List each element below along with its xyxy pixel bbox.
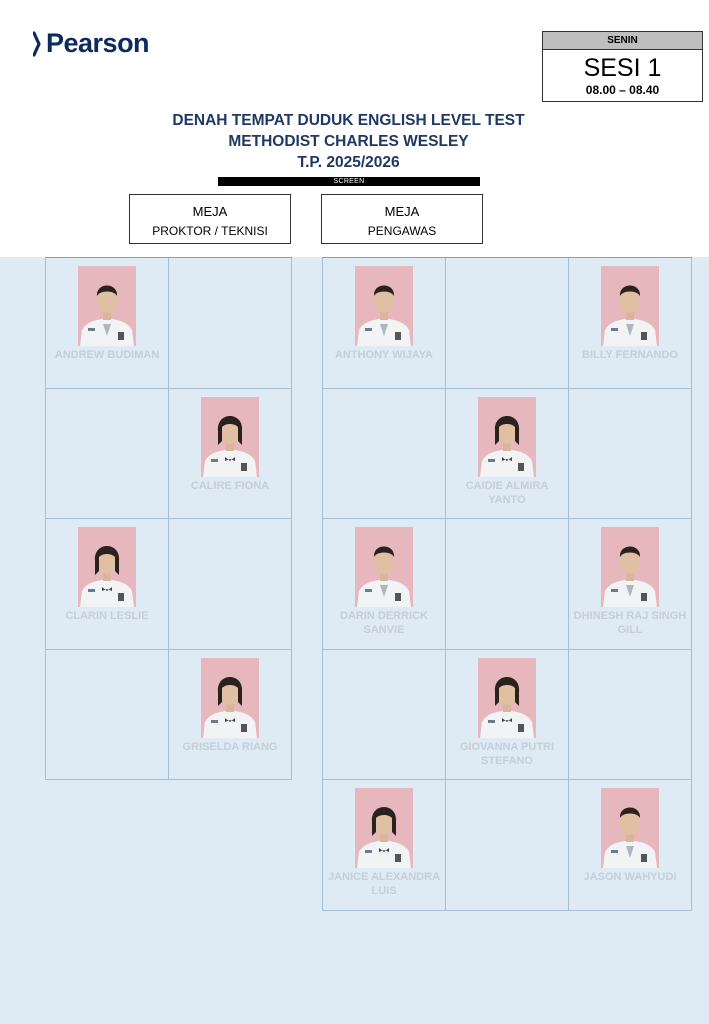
proctor-desk-role: PROKTOR / TEKNISI: [152, 224, 268, 238]
seat-occupied: [46, 258, 169, 389]
student-name: ANTHONY WIJAYA: [334, 349, 433, 361]
seat-occupied: [169, 650, 292, 781]
student-photo: [201, 658, 259, 738]
student-photo: [601, 266, 659, 346]
seat-empty: [169, 258, 292, 389]
seat-empty: [46, 389, 169, 520]
student-name: ANDREW BUDIMAN: [54, 349, 160, 361]
title-line-1: DENAH TEMPAT DUDUK ENGLISH LEVEL TEST: [172, 112, 525, 129]
page-title: [0, 110, 697, 173]
logo-text: Pearson: [46, 28, 150, 58]
proctor-desk: [129, 194, 291, 244]
seat-empty: [46, 650, 169, 781]
seat-empty: [569, 389, 692, 520]
supervisor-desk-role: PENGAWAS: [367, 224, 437, 238]
student-photo: [601, 527, 659, 607]
seat-empty: [569, 650, 692, 781]
student-name: DHINESH RAJ SINGH GILL: [573, 610, 687, 637]
seat-occupied: [569, 258, 692, 389]
student-name: CAIDIE ALMIRA YANTO: [465, 479, 549, 506]
seat-empty: [446, 519, 569, 650]
seat-occupied: [323, 780, 446, 911]
pearson-logo-icon: [33, 31, 43, 57]
screen-bar: SCREEN: [218, 177, 480, 186]
seat-occupied: [569, 519, 692, 650]
seat-occupied: [46, 519, 169, 650]
title-line-2: METHODIST CHARLES WESLEY: [228, 133, 469, 150]
session-day: SENIN: [543, 32, 702, 50]
seat-occupied: [323, 519, 446, 650]
session-time: 08.00 – 08.40: [585, 83, 660, 97]
seat-empty: [446, 780, 569, 911]
student-photo: [601, 788, 659, 868]
student-name: CALIRE FIONA: [190, 479, 270, 492]
proctor-desk-label: MEJA: [192, 204, 228, 219]
seating-grid-right: [322, 257, 692, 911]
student-photo: [478, 397, 536, 477]
seat-occupied: [323, 258, 446, 389]
student-photo: [355, 788, 413, 868]
session-box: [542, 31, 703, 102]
student-photo: [355, 527, 413, 607]
seating-grid-left: [45, 257, 292, 780]
seat-occupied: [569, 780, 692, 911]
supervisor-desk-label: MEJA: [384, 204, 420, 219]
seat-occupied: [446, 650, 569, 781]
seat-empty: [446, 258, 569, 389]
student-name: CLARIN LESLIE: [65, 610, 149, 623]
seat-empty: [323, 389, 446, 520]
seat-empty: [169, 519, 292, 650]
student-name: GRISELDA RIANG: [182, 740, 278, 753]
student-name: JANICE ALEXANDRA LUIS: [327, 871, 441, 898]
title-line-3: T.P. 2025/2026: [297, 154, 400, 171]
student-photo: [201, 397, 259, 477]
student-photo: [355, 266, 413, 346]
student-name: GIOVANNA PUTRI STEFANO: [459, 740, 555, 767]
seat-empty: [323, 650, 446, 781]
student-photo: [78, 266, 136, 346]
student-photo: [478, 658, 536, 738]
student-name: JASON WAHYUDI: [583, 871, 677, 884]
student-name: BILLY FERNANDO: [582, 349, 678, 361]
session-name: SESI 1: [583, 54, 662, 82]
seat-occupied: [169, 389, 292, 520]
pearson-logo: [33, 28, 149, 59]
student-photo: [78, 527, 136, 607]
seat-occupied: [446, 389, 569, 520]
student-name: DARIN DERRICK SANVIE: [340, 610, 428, 637]
supervisor-desk: [321, 194, 483, 244]
